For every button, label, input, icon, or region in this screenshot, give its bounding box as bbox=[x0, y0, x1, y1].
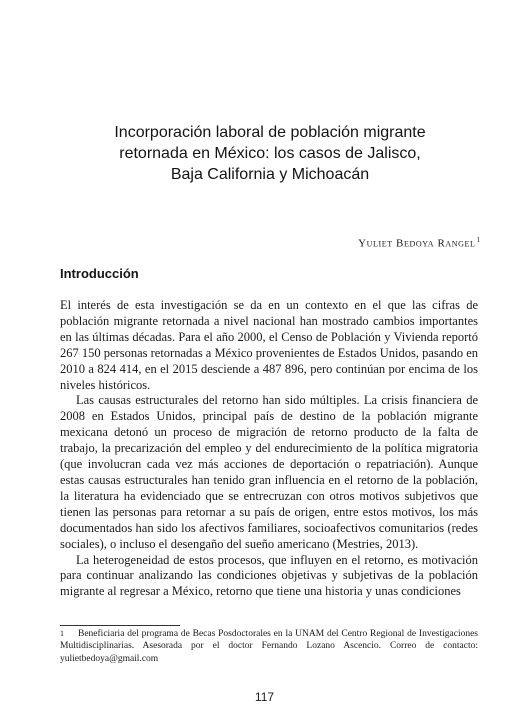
body-paragraph-1: El interés de esta investigación se da en un contexto en el que las cifras de población migrante retornada a nivel nacional han mostrado cambios importantes en las últimas décadas. Para el año 2000, el Censo de Población y Vivienda reportó 267 150 personas retornadas a México provenientes de Estados Unidos, pasando en 2010 a 824 414, en el 2015 desciende a 487 896, pero continúan por encima de los niveles históricos. bbox=[60, 298, 478, 392]
body-paragraph-2: Las causas estructurales del retorno han sido múltiples. La crisis financiera de 2008 en Estados Unidos, principal país de destino de la población migrante mexicana detonó un proceso de migración de retorno producto de la falta de trabajo, la precarización del empleo y del endurecimiento de la política migratoria (que involucran cada vez más acciones de deportación o repatriación). Aunque estas causas estructurales han tenido gran influencia en el retorno de la población, la literatura ha evidenciado que se entrecruzan con otros motivos subjetivos que tienen las personas para retornar a su país de origen, entre estos motivos, los más documentados han sido los afectivos familiares, socioafectivos comunitarios (redes sociales), o incluso el desengaño del sueño americano (Mestries, 2013). bbox=[60, 393, 478, 551]
footnote-text: Beneficiaria del programa de Becas Posdoctorales en la UNAM del Centro Regional de Investigaciones Multidisciplinarias. Asesorada por el doctor Fernando Lozano Ascencio. Correo de contacto: yulietbedoya@gmail.com bbox=[60, 629, 478, 664]
page-number: 117 bbox=[254, 690, 275, 704]
chapter-title-line-1: Incorporación laboral de población migrante bbox=[114, 124, 426, 141]
author-footnote-ref: 1 bbox=[476, 236, 480, 244]
footnote-mark: 1 bbox=[60, 629, 64, 638]
chapter-title-line-2: retornada en México: los casos de Jalisco, bbox=[119, 145, 421, 162]
chapter-title bbox=[60, 122, 480, 185]
author-name: Yuliet Bedoya Rangel bbox=[358, 237, 476, 250]
author-byline bbox=[358, 236, 480, 250]
footnote bbox=[60, 628, 478, 665]
body-paragraph-3: La heterogeneidad de estos procesos, que influyen en el retorno, es motivación para continuar analizando las condiciones objetivas y subjetivas de la población migrante al regresar a México, retorno que tiene una historia y unas condiciones bbox=[60, 552, 478, 599]
chapter-title-line-3: Baja California y Michoacán bbox=[170, 166, 370, 183]
section-heading: Introducción bbox=[60, 266, 139, 281]
footnote-divider bbox=[60, 625, 180, 626]
body-text bbox=[60, 298, 478, 600]
